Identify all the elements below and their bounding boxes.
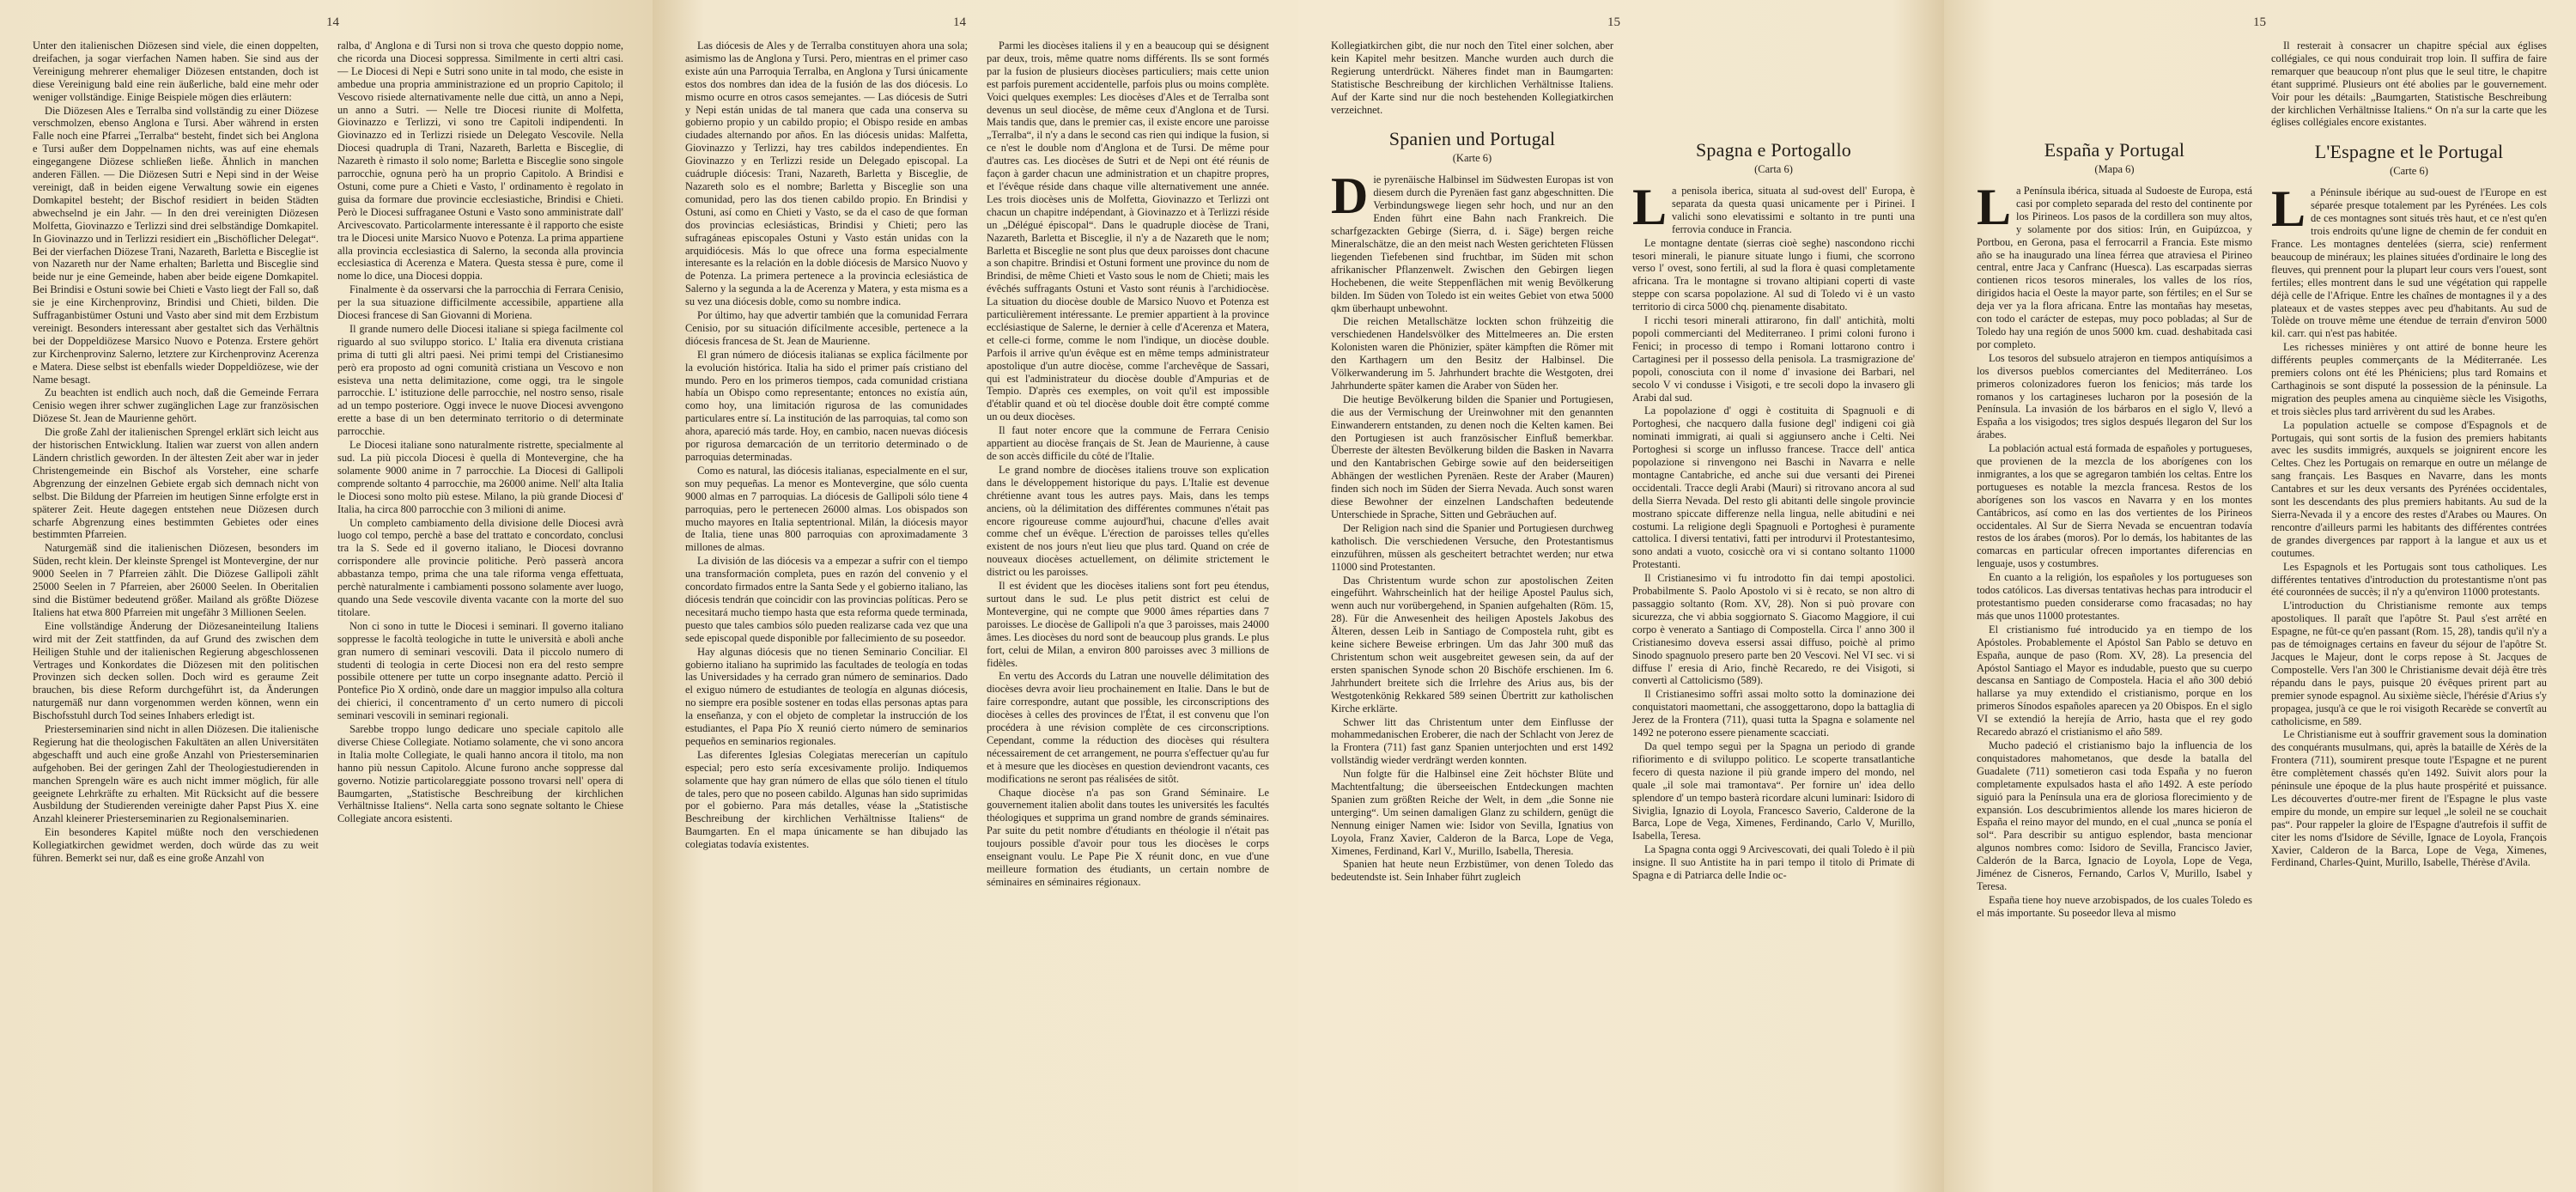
- paragraph: La Spagna conta oggi 9 Arcivescovati, dei quali Toledo è il più insigne. Il suo Antistite ha in pari tempo il titolo di Primate di Spagna e di Patriarca delle Indie oc-: [1632, 843, 1915, 882]
- paragraph: Die Diözesen Ales e Terralba sind vollständig zu einer Diözese verschmolzen, ebenso Anglona e Tursi. Aber während in ersten Falle noch eine Pfarrei „Terralba“ besteht, findet sich bei Anglona e Tursi außer dem Doppelnamen nichts, was auf eine ehemals eingegangene Diözese schließen ließe. Ähnlich in manchen anderen Fällen. — Die Diözesen Sutri e Nepi sind in der Weise vereinigt, daß in beiden eigene Verwaltung sowie ein eigenes Domkapitel besteht; der Bischof residiert in beiden Städten abwechselnd je ein Jahr. — In den drei vereinigten Diözesen Molfetta, Giovinazzo e Terlizzi sind drei selbständige Domkapitel. In Giovinazzo und in Terlizzi residiert ein „Bischöflicher Delegat“. Bei der vierfachen Diözese Trani, Nazareth, Barletta e Bisceglie ist von Nazareth nur der Name erhalten; Barletta und Bisceglie sind beide nur je eine Gemeinde, haben aber beide eigene Domkapitel. Bei Brindisi e Ostuni sowie bei Chieti e Vasto liegt der Fall so, daß sie je eine Kirchenprovinz, Brindisi und Chieti, bilden. Die Suffraganbistümer Ostuni und Vasto aber sind mit dem Erzbistum vereinigt. Besonders interessant aber gestaltet sich das Verhältnis bei der Doppeldiözese Marsico Nuovo e Potenza. Erstere gehört zur Kirchenprovinz Salerno, letztere zur Kirchenprovinz Acerenza e Matera. Diese selbst ist ebenfalls wieder Doppeldiözese, wie der Name besagt.: [33, 104, 319, 386]
- paragraph: Il est évident que les diocèses italiens sont fort peu étendus, surtout dans le sud. Le plus petit district est celui de Montevergine, qui ne compte que 9000 âmes réparties dans 7 paroisses. Le diocèse de Gallipoli n'a que 3 paroisses, mais 24000 âmes. Les diocèses du nord sont de beaucoup plus grands. Le plus fort, celui de Milan, a environ 800 paroisses avec 3 millions de fidèles.: [987, 580, 1269, 669]
- paragraph: La división de las diócesis va a empezar a sufrir con el tiempo una transformación completa, pues en razón del convenio y el concordato firmados entre la Santa Sede y el gobierno italiano, las diócesis tendrán que coincidir con las provincias políticas. Pero se necesitará mucho tiempo hasta que esta reforma quede terminada, puesto que tales cambios sólo pueden realizarse cada vez que una sede episcopal quede disponible por fallecimiento de su poseedor.: [685, 555, 968, 644]
- paragraph: Ein besonderes Kapitel müßte noch den verschiedenen Kollegiatkirchen gewidmet werden, doch würde das zu weit führen. Bemerkt sei nur, daß es eine große Anzahl von: [33, 826, 319, 865]
- column-spanish: [685, 40, 968, 1182]
- drop-cap: L: [2271, 180, 2306, 238]
- paragraph: L'introduction du Christianisme remonte aux temps apostoliques. Il paraît que l'apôtre St. Paul s'est arrêté en Espagne, ne fût-ce qu'en passant (Rom. 15, 28), tandis qu'il n'y a pas de témoignages certains en faveur du séjour de l'apôtre St. Jacques le Majeur, dont le corps repose à St. Jacques de Compostelle. Vers l'an 300 le Christianisme devait déjà être très répandu dans le pays, puisque 20 évêques prirent part au premier synode espagnol. Au sixième siècle, l'hérésie d'Arius s'y propagea, jusqu'à ce que le roi visigoth Recarède se convertît au catholicisme, en 589.: [2271, 599, 2547, 727]
- paragraph: El cristianismo fué introducido ya en tiempo de los Apóstoles. Probablemente el Apóstol San Pablo se detuvo en España, aunque de paso (Rom. XV, 28). La presencia del Apóstol Santiago el Mayor es indudable, puesto que su cuerpo descansa en Santiago de Compostela. Hacia el año 300 debió hallarse ya muy extendido el cristianismo, porque en los primeros Sínodos españoles aparecen ya 20 Obispos. En el siglo VI se extendió la herejía de Arrio, hasta que el rey godo Recaredo abrazó el cristianismo el año 589.: [1977, 623, 2252, 739]
- paragraph: ie pyrenäische Halbinsel im Südwesten Europas ist von diesem durch die Pyrenäen fast ganz abgeschnitten. Die Verbindungswege liegen sehr hoch, und nur an den Enden führt eine Bahn nach Frankreich. Die scharfgezackten Gebirge (Sierra, d. i. Säge) bergen reiche Mineralschätze, die an den meist nach Westen gerichteten Flüssen liegenden Tiefebenen sind fruchtbar, im Süden mit schon afrikanischer Pflanzenwelt. Zwischen den Gebirgen liegen Hochebenen, die weite Steppenflächen mit wenig Bevölkerung bilden. Im Süden von Toledo ist ein weites Gebiet von etwa 5000 qkm überhaupt unbewohnt.: [1331, 173, 1613, 314]
- paragraph: Mucho padeció el cristianismo bajo la influencia de los conquistadores mahometanos, que desde la batalla del Guadalete (711) sometieron casi toda España y no fueron completamente expulsados hasta el año 1492. A este período siguió para la Península una era de gloriosa florecimiento y de expansión. Los descubrimientos allende los mares hicieron de España el reino mayor del mundo, en el cual „nunca se ponía el sol“. Para describir su antiguo esplendor, basta mencionar algunos nombres como: Isidoro de Sevilla, Francisco Javier, Calderón de la Barca, Ignacio de Loyola, Lope de Vega, Jiménez de Cisneros, Fernando, Carlos V, Murillo, Isabel y Teresa.: [1977, 739, 2252, 892]
- section-title: L'Espagne et le Portugal: [2314, 141, 2504, 163]
- paragraph: Le Diocesi italiane sono naturalmente ristrette, specialmente al sud. La più piccola Diocesi è quella di Montevergine, che ha solamente 9000 anime in 7 parrocchie. La Diocesi di Gallipoli comprende soltanto 4 parrocchie, ma 26000 anime. Nell' alta Italia le Diocesi sono molto più estese. Milano, la più grande Diocesi d' Italia, ha circa 800 parrocchie con 3 milioni di anime.: [337, 439, 623, 515]
- section-title: Spanien und Portugal: [1388, 128, 1556, 150]
- section-title: España y Portugal: [2044, 139, 2185, 161]
- paragraph: En vertu des Accords du Latran une nouvelle délimitation des diocèses devra avoir lieu prochainement en Italie. Dans le but de faire correspondre, autant que possible, les circonscriptions des diocèses à celles des provinces de l'État, il est convenu que l'on procédera à une révision complète de ces circonscriptions. Cependant, comme la réduction des diocèses qui résultera nécessairement de cet arrangement, ne pourra s'effectuer qu'au fur et à mesure que les diocèses en question deviendront vacants, ces modifications ne seront pas réalisées de sitôt.: [987, 670, 1269, 785]
- paragraph: Il Cristianesimo vi fu introdotto fin dai tempi apostolici. Probabilmente S. Paolo Apostolo vi si è recato, se non altro di passaggio soltanto (Rom. XV, 28). Non si può provare con sicurezza, che vi abbia soggiornato S. Giacomo Maggiore, il cui corpo è venerato a Santiago di Compostella. Circa l' anno 300 il Cristianesimo doveva essersi assai diffuso, poichè al primo Sinodo spagnuolo presero parte ben 20 Vescovi. Nel VI sec. vi si diffuse l' eresia di Ario, finchè Recaredo, re dei Visigoti, si convertì al Cattolicismo (589).: [1632, 572, 1915, 687]
- map-reference: (Carte 6): [2390, 165, 2428, 178]
- paragraph: Il Cristianesimo soffrì assai molto sotto la dominazione dei conquistatori maomettani, che assoggettarono, dopo la battaglia di Jerez de la Frontera (711), quasi tutta la Spagna e solamente nel 1492 ne poterono essere pienamente scacciati.: [1632, 688, 1915, 739]
- map-reference: (Mapa 6): [2094, 163, 2135, 175]
- column-italian: [337, 40, 623, 1182]
- page-number: 14: [326, 15, 339, 29]
- paragraph: La population actuelle se compose d'Espagnols et de Portugais, qui sont sortis de la fusion des premiers habitants avec les susdits immigrés, auxquels se joignirent encore les Celtes. Chez les Portugais on remarque en outre un mélange de sang français. Les Basques en Navarre, dans les monts Cantabres et sur les deux versants des Pyrénées occidentales, sont les descendants des plus premiers habitants. Au sud de la Sierra-Nevada il y a encore des restes d'Arabes ou Maures. On rencontre d'ailleurs parmi les habitants des différentes contrées de grandes divergences par rapport à la langue et aux us et coutumes.: [2271, 418, 2547, 559]
- paragraph: a Péninsule ibérique au sud-ouest de l'Europe en est séparée presque totalement par les Pyrénées. Les cols de ces montagnes sont situés très haut, et ce n'est qu'en trois endroits qu'une ligne de chemin de fer conduit en France. Les montagnes dentelées (sierra, scie) renferment beaucoup de minéraux; les plaines situées d'ordinaire le long des fleuves, qui prennent pour la plupart leur cours vers l'ouest, sont fertiles; elles montrent dans le sud une végétation qui rappelle déjà celle de l'Afrique. Entre les chaînes de montagnes il y a des plateaux et de vastes steppes avec peu d'habitants. Au sud de Tolède on trouve même une étendue de terrain d'environ 5000 kil. carr. qui n'est pas habitée.: [2271, 186, 2547, 340]
- paragraph: Le montagne dentate (sierras cioè seghe) nascondono ricchi tesori minerali, le pianure situate lungo i fiumi, che scorrono verso l' ovest, sono fertili, al sud la flora è quasi completamente africana. Tra le montagne si trovano altipiani coperti di vaste steppe con scarsa popolazione. Al sud di Toledo vi è un vasto territorio di circa 5000 chq. pienamente disabitato.: [1632, 236, 1915, 313]
- paragraph: Naturgemäß sind die italienischen Diözesen, besonders im Süden, recht klein. Der kleinste Sprengel ist Montevergine, der nur 9000 Seelen in 7 Pfarreien zählt. Die Diözese Gallipoli zählt 25000 Seelen in 7 Pfarreien, aber 26000 Seelen. In Oberitalien sind die Bistümer bedeutend größer. Mailand als größte Diözese Italiens hat etwa 800 Pfarreien mit ungefähr 3 Millionen Seelen.: [33, 542, 319, 618]
- paragraph: El gran número de diócesis italianas se explica fácilmente por la evolución histórica. Italia ha sido el primer país cristiano del mundo. Pero en los primeros tiempos, cada comunidad cristiana había un Obispo como representante; entonces no existía aún, como hoy, una limitación rigurosa de las comunidades particulares entre sí. La institución de las parroquias, tal como son ahora, apareció más tarde. Hoy, en cambio, nacen nuevas diócesis por rigurosa demarcación de un territorio determinado o de parroquias determinadas.: [685, 348, 968, 463]
- page-15-german-italian: [1298, 0, 1944, 1192]
- page-14-german-italian: [0, 0, 653, 1192]
- paragraph: ralba, d' Anglona e di Tursi non si trova che questo doppio nome, che ricorda una Diocesi soppressa. Similmente in certi altri casi. — Le Diocesi di Nepi e Sutri sono unite in tal modo, che esiste in ambedue una propria amministrazione ed un proprio Capitolo; il Vescovo risiede alternativamente nelle due città, un anno a Nepi, un anno a Sutri. — Nelle tre Diocesi riunite di Molfetta, Giovinazzo e Terlizzi, vi sono tre Capitoli indipendenti. In Giovinazzo ed in Terlizzi risiede un Delegato Vescovile. Nella Diocesi quadrupla di Trani, Nazareth, Barletta e Bisceglie, di Nazareth è rimasto il solo nome; Barletta e Bisceglie sono singole parrocchie, ognuna però ha un proprio Capitolo. A Brindisi e Ostuni, come pure a Chieti e Vasto, l' ordinamento è regolato in guisa da formare due provincie ecclesiastiche, Brindisi e Chieti. Però le Diocesi suffraganee Ostuni e Vasto sono amministrate dall' Arcivescovato. Particolarmente interessante è il rapporto che esiste tra le Diocesi unite Marsico Nuovo e Potenza. La prima appartiene alla provincia ecclesiastica di Salerno, la seconda alla provincia ecclesiastica di Acerenza e Matera. Questa stessa è pure, come il nome lo dice, una Diocesi doppia.: [337, 40, 623, 283]
- paragraph: Die reichen Metallschätze lockten schon frühzeitig die verschiedenen Handelsvölker des Mittelmeeres an. Die ersten Kolonisten waren die Phönizier, später kämpften die Römer mit den Karthagern um den Besitz der Halbinsel. Die Völkerwanderung im 5. Jahrhundert brachte die Westgoten, drei Jahrhunderte später kamen die Araber von Süden her.: [1331, 315, 1613, 392]
- column-spanish: [1977, 40, 2252, 1182]
- paragraph: Finalmente è da osservarsi che la parrocchia di Ferrara Cenisio, per la sua situazione difficilmente accessibile, appartiene alla Diocesi francese di San Giovanni di Moriena.: [337, 283, 623, 322]
- paragraph: Priesterseminarien sind nicht in allen Diözesen. Die italienische Regierung hat die theologischen Fakultäten an allen Universitäten abgeschafft und auch eine große Anzahl von Priesterseminarien aufgehoben. Bei der geringen Zahl der Theologiestudierenden in manchen Sprengeln wäre es auch nicht immer möglich, für alle geeignete Lehrkräfte zu erhalten. Mit Rücksicht auf die bessere Ausbildung der Studierenden vereinigte daher Papst Pius X. eine Anzahl kleinerer Priesterseminarien zu Regionalseminarien.: [33, 723, 319, 825]
- paragraph: Das Christentum wurde schon zur apostolischen Zeiten eingeführt. Wahrscheinlich hat der heilige Apostel Paulus sich, wenn auch nur vorübergehend, in Spanien aufgehalten (Röm. 15, 28). Für die Anwesenheit des heiligen Apostels Jakobus des Älteren, dessen Leib in Santiago de Compostela ruht, gibt es keine sichere Beweise erbringen. Um das Jahr 300 muß das Christentum schon weit ausgebreitet gewesen sein, da auf der ersten spanischen Synode schon 20 Bischöfe erschienen. Im 6. Jahrhundert breitete sich die Irrlehre des Arius aus, bis der Westgotenkönig Rekkared 589 seinen Übertritt zur katholischen Kirche erklärte.: [1331, 574, 1613, 715]
- drop-cap: L: [1632, 179, 1668, 235]
- paragraph: Kollegiatkirchen gibt, die nur noch den Titel einer solchen, aber kein Kapitel mehr besitzen. Manche wurden auch durch die Regierung unterdrückt. Näheres findet man in Baumgarten: Statistische Beschreibung der kirchlichen Verhältnisse Italiens. Auf der Karte sind nur die noch bestehenden Kollegiatkirchen verzeichnet.: [1331, 40, 1613, 116]
- paragraph: Las diferentes Iglesias Colegiatas merecerían un capítulo especial; pero esto sería excesivamente prolijo. Indiquemos solamente que hay gran número de ellas que sólo tienen el título de tales, pero que no poseen cabildo. Algunas han sido suprimidas por el gobierno. Para más detalles, véase la „Statistische Beschreibung der kirchlichen Verhältnisse Italiens“ de Baumgarten. En el mapa únicamente se han dibujado las colegiatas todavía existentes.: [685, 748, 968, 851]
- drop-cap: D: [1331, 167, 1369, 225]
- column-french: [987, 40, 1269, 1182]
- drop-cap: L: [1977, 179, 2012, 235]
- paragraph: Como es natural, las diócesis italianas, especialmente en el sur, son muy pequeñas. La menor es Montevergine, que sólo cuenta 9000 almas en 7 parroquias. La diócesis de Gallipoli sólo tiene 4 parroquias, pero le pertenecen 26000 almas. Los obispados son mucho mayores en Italia septentrional. Milán, la diócesis mayor de Italia, tiene unas 800 parroquias con aproximadamente 3 millones de almas.: [685, 464, 968, 554]
- page-14-spanish-french: [653, 0, 1298, 1192]
- map-reference: (Carta 6): [1754, 163, 1793, 175]
- column-italian: [1632, 40, 1915, 1182]
- paragraph: Sarebbe troppo lungo dedicare uno speciale capitolo alle diverse Chiese Collegiate. Notiamo solamente, che vi sono ancora in Italia molte Collegiate, le quali hanno ancora il titolo, ma non hanno più nessun Capitolo. Alcune furono anche soppresse dal governo. Notizie particolareggiate possono trovarsi nell' opera di Baumgarten, „Statistische Beschreibung der kirchlichen Verhältnisse Italiens“. Nella carta sono segnate soltanto le Chiese Collegiate ancora esistenti.: [337, 723, 623, 825]
- paragraph: a penisola iberica, situata al sud-ovest dell' Europa, è separata da questa quasi unicamente per i Pirinei. I valichi sono elevatissimi e soltanto in tre punti una ferrovia conduce in Francia.: [1672, 185, 1915, 235]
- paragraph: Eine vollständige Änderung der Diözesaneinteilung Italiens wird mit der Zeit stattfinden, da auf Grund des zwischen dem Heiligen Stuhle und der italienischen Regierung abgeschlossenen Vertrages und Konkordates die Diözesen mit den politischen Provinzen sich decken sollen. Doch wird es geraume Zeit brauchen, bis diese Reform durchgeführt ist, da Änderungen naturgemäß nur dann vorgenommen werden können, wenn ein Bischofsstuhl durch Tod seines Inhabers erledigt ist.: [33, 619, 319, 722]
- paragraph: Da quel tempo seguì per la Spagna un periodo di grande rifiorimento e di sviluppo politico. Le scoperte transatlantiche fecero di questa nazione il più grande impero del mondo, nel quale „il sole mai tramontava“. Per fornire un' idea dello splendore d' un tempo basterà ricordare alcuni luminari: Isidoro di Siviglia, Ignazio di Loyola, Francesco Saverio, Calderone de la Barca, Lope de Vega, Ximenes, Ferdinando, Carlo V, Murillo, Isabella, Teresa.: [1632, 739, 1915, 842]
- page-15-spanish-french: [1944, 0, 2576, 1192]
- paragraph: Un completo cambiamento della divisione delle Diocesi avrà luogo col tempo, perchè a base del trattato e concordato, conclusi tra la S. Sede ed il governo italiano, le Diocesi dovranno corrispondere alle provincie politiche. Però passerà ancora abbastanza tempo, prima che una tale riforma venga effettuata, perchè naturalmente i cambiamenti possono solamente aver luogo, quando una Sede vescovile diventa vacante con la morte del suo titolare.: [337, 516, 623, 618]
- paragraph: Schwer litt das Christentum unter dem Einflusse der mohammedanischen Eroberer, die nach der Schlacht von Jerez de la Frontera (711) fast ganz Spanien unterjochten und erst 1492 vollständig wieder verdrängt werden konnten.: [1331, 715, 1613, 767]
- page-number: 14: [953, 15, 966, 29]
- page-number: 15: [2253, 15, 2266, 29]
- paragraph: Der Religion nach sind die Spanier und Portugiesen durchweg katholisch. Die verschiedenen Versuche, den Protestantismus einzuführen, müssen als gescheitert betrachtet werden; nur etwa 11000 sind Protestanten.: [1331, 521, 1613, 573]
- paragraph: Les richesses minières y ont attiré de bonne heure les différents peuples commerçants de la Méditerranée. Les premiers colons ont été les Phéniciens; plus tard Romains et Carthaginois se sont disputé la possession de la péninsule. La migration des peuples amena au cinquième siècle les Visigoths, et trois siècles plus tard arrivèrent du sud les Arabes.: [2271, 341, 2547, 417]
- paragraph: Il faut noter encore que la commune de Ferrara Cenisio appartient au diocèse français de St. Jean de Maurienne, à cause de son accès difficile du côté de l'Italie.: [987, 424, 1269, 462]
- paragraph: Zu beachten ist endlich auch noch, daß die Gemeinde Ferrara Cenisio wegen ihrer schwer zugänglichen Lage zur französischen Diözese St. Jean de Maurienne gehört.: [33, 386, 319, 425]
- map-reference: (Karte 6): [1452, 152, 1492, 165]
- paragraph: Parmi les diocèses italiens il y en a beaucoup qui se désignent par deux, trois, même quatre noms différents. Ils se sont formés par la fusion de plusieurs diocèses particuliers; mais cette union est parfois purement accidentelle, parfois plus ou moins complète. Voici quelques exemples: Les diocèses d'Ales et de Terralba sont devenus un seul diocèse, de même ceux d'Anglona et de Tursi. Mais tandis que, dans le premier cas, il existe encore une paroisse „Terralba“, il n'y a dans le second cas rien qui indique la fusion, si ce n'est le double nom d'Anglona et de Tursi. De même pour d'autres cas. Les diocèses de Sutri et de Nepi ont été réunis de façon à garder chacun une administration et un chapitre propres, et l'évêque réside dans chaque ville alternativement une année. Les trois diocèses unis de Molfetta, Giovinazzo et Terlizzi ont chacun un chapitre indépendant, à Giovinazzo et à Terlizzi réside un „Délégué épiscopal“. Dans le quadruple diocèse de Trani, Nazareth, Barletta et Bisceglie, il n'y a de Nazareth que le nom; Barletta et Bisceglie ne sont plus que deux paroisses dont chacune a son chapitre. Brindisi et Ostuni forment une province du nom de Brindisi, de même Chieti et Vasto sous le nom de Chieti; mais les évêchés suffragants Ostuni et Vasto sont réunis à l'archidiocèse. La situation du diocèse double de Marsico Nuovo et Potenza est particulièrement intéressante. Le premier appartient à la province ecclésiastique de Salerne, le dernier à celle d'Acerenza et Matera, et celle-ci forme, comme le nom l'indique, un diocèse double. Parfois il arrive qu'un évêque est en même temps administrateur apostolique d'un autre diocèse, comme l'archevêque de Sassari, qui est l'administrateur du diocèse double d'Ampurias et de Tempio. D'après ces exemples, on voit qu'il est impossible d'établir quand et où tel diocèse double doit être compté comme un ou deux diocèses.: [987, 40, 1269, 423]
- column-german: [33, 40, 319, 1182]
- paragraph: Spanien hat heute neun Erzbistümer, von denen Toledo das bedeutendste ist. Sein Inhaber führt zugleich: [1331, 858, 1613, 884]
- paragraph: a Península ibérica, situada al Sudoeste de Europa, está casi por completo separada del resto del continente por los Pirineos. Los pasos de la cordillera son muy altos, y solamente por dos sitios: Irún, en Guipúzcoa, y Portbou, en Gerona, pasa el ferrocarril a Francia. Este mismo año se ha inaugurado una línea férrea que atraviesa el Pirineo central, entre Jaca y Canfranc (Huesca). Las escarpadas sierras contienen ricos tesoros minerales, los valles de los ríos, dirigidos hacia el Oeste la mayor parte, son fértiles; en el Sur se deja ver ya la flora africana. Entre las montañas hay mesetas, con todo el carácter de estepas, muy poco pobladas; al Sur de Toledo hay una región de unos 5000 km. cuad. deshabitada casi por completo.: [1977, 185, 2252, 350]
- column-german: [1331, 40, 1613, 1182]
- paragraph: Chaque diocèse n'a pas son Grand Séminaire. Le gouvernement italien abolit dans toutes les universités les facultés théologiques et supprima un grand nombre de grands séminaires. Par suite du petit nombre d'étudiants en théologie il n'était pas toujours possible d'avoir pour tous les diocèses le corps enseignant voulu. Le Pape Pie X réunit donc, en vue d'une meilleure formation des étudiants, un certain nombre de séminaires en séminaires régionaux.: [987, 786, 1269, 888]
- paragraph: La popolazione d' oggi è costituita di Spagnuoli e di Portoghesi, che nacquero dalla fusione degl' indigeni coi già nominati immigrati, ai quali si aggiunsero anche i Celti. Nei Portoghesi si scorge un influsso francese. Tracce dell' antica popolazione si rinvengono nei Baschi in Navarra e nelle montagne Cantabriche, ed anche sui due versanti dei Pirenei occidentali. Tracce degli Arabi (Mauri) si ritrovano ancora al sud della Sierra Nevada. Del resto gli abitanti delle singole provincie mostrano spiccate differenze nella lingua, nelle abitudini e nei costumi. La religione degli Spagnuoli e Portoghesi è puramente cattolica. I diversi tentativi, fatti per introdurvi il Protestantesimo, sono andati a vuoto, cosicchè ora vi si contano soltanto 11000 Protestanti.: [1632, 404, 1915, 571]
- paragraph: Les Espagnols et les Portugais sont tous catholiques. Les différentes tentatives d'introduction du protestantisme n'ont pas été couronnées de succès; il n'y a qu'environ 11000 protestants.: [2271, 560, 2547, 599]
- paragraph: La población actual está formada de españoles y portugueses, que provienen de la mezcla de los aborígenes con los inmigrantes, a los que se agregaron también los celtas. Entre los portugueses es notable la mezcla francesa. Restos de los aborígenes son los vascos en Navarra y en los montes Cantábricos, así como en las dos vertientes de los Pirineos occidentales. Al Sur de Sierra Nevada se encuentran todavía restos de los árabes (moros). Por lo demás, los habitantes de las comarcas en particular ofrecen importantes diferencias en lenguaje, usos y costumbres.: [1977, 442, 2252, 570]
- paragraph: Las diócesis de Ales y de Terralba constituyen ahora una sola; asimismo las de Anglona y Tursi. Pero, mientras en el primer caso existe aún una Parroquia Terralba, en Anglona y Tursi únicamente estos dos nombres dan idea de la fusión de las dos diócesis. Lo mismo ocurre en otros casos semejantes. — Las diócesis de Sutri y Nepi están unidas de tal manera que cada una conserva su gobierno propio y un cabildo propio; el Obispo reside en ambas ciudades alternando por años. En las diócesis unidas: Malfetta, Giovinazzo y Terlizzi, hay tres cabildos independientes. En Giovinazzo y en Terlizzi reside un Delegado episcopal. La cuádruple diócesis: Trani, Nazareth, Barletta y Bisceglie, de Nazareth solo es el nombre; Barletta y Bisceglie son una comunidad, pero las dos tienen cabildo propio. En Brindisi y Ostuni, así como en Chieti y Vasto, se da el caso de que forman dos provincias eclesiásticas, Brindisi y Chieti; pero las sufragáneas episcopales Ostuni y Vasto están unidas con la arquidiócesis. Más lo que ofrece una forma especialmente interesante es la relación en la doble diócesis de Marsico Nuovo y de Potenza. La primera pertenece a la provincia eclesiástica de Salerno y la segunda a la de Acerenza y Matera, y esta misma es a su vez una diócesis doble, como su nombre indica.: [685, 40, 968, 308]
- page-number: 15: [1607, 15, 1620, 29]
- paragraph: I ricchi tesori minerali attirarono, fin dall' antichità, molti popoli commercianti del Mediterraneo. I primi coloni furono i Fenici; in processo di tempo i Romani lottarono contro i Cartaginesi per il possesso della penisola. La trasmigrazione de' popoli, conosciuta con il nome d' invasione dei Barbari, nel secolo V vi condusse i Visigoti, e tre secoli dopo la invasero gli Arabi dal sud.: [1632, 314, 1915, 404]
- paragraph: Die große Zahl der italienischen Sprengel erklärt sich leicht aus der historischen Entwicklung. Italien war zuerst von allen andern Ländern christlich geworden. In der ältesten Zeit aber war in jeder Christengemeinde ein Bischof als Vorsteher, eine scharfe Abgrenzung der einzelnen Gebiete ergab sich demnach nicht von selbst. Die Bildung der Pfarreien im heutigen Sinne erfolgte erst in späterer Zeit. Heute dagegen entstehen neue Diözesen durch scharfe Abgrenzung eines bestimmten Gebietes oder eines bestimmten Pfarreien.: [33, 426, 319, 541]
- paragraph: Por último, hay que advertir también que la comunidad Ferrara Cenisio, por su situación difícilmente accesible, pertenece a la diócesis francesa de St. Jean de Maurienne.: [685, 309, 968, 347]
- paragraph: España tiene hoy nueve arzobispados, de los cuales Toledo es el más importante. Su poseedor lleva al mismo: [1977, 893, 2252, 919]
- paragraph: Die heutige Bevölkerung bilden die Spanier und Portugiesen, die aus der Vermischung der Ureinwohner mit den genannten Einwanderern entstanden, zu denen noch die Kelten kamen. Bei den Portugiesen ist auch französischer Einfluß bemerkbar. Überreste der ältesten Bevölkerung bilden die Basken in Navarra und den Kantabrischen Gebirge sowie auf den beiderseitigen Abhängen der westlichen Pyrenäen. Reste der Araber (Mauren) finden sich noch im Süden der Sierra Nevada. Auch sonst waren diese Bewohner der einzelnen Landschaften bedeutende Unterschiede in Sprache, Sitten und Gebräuchen auf.: [1331, 392, 1613, 520]
- section-title: Spagna e Portogallo: [1696, 139, 1851, 161]
- paragraph: En cuanto a la religión, los españoles y los portugueses son todos católicos. Las diversas tentativas hechas para introducir el protestantismo pueden considerarse como fracasadas; no hay más que unos 11000 protestantes.: [1977, 571, 2252, 622]
- paragraph: Los tesoros del subsuelo atrajeron en tiempos antiquísimos a los diversos pueblos comerciantes del Mediterráneo. Los primeros colonizadores fueron los fenicios; más tarde los romanos y los cartagineses lucharon por la posesión de la Península. La invasión de los bárbaros en el siglo V, llevó a España a los visigodos; tres siglos después llegaron del Sur los árabes.: [1977, 351, 2252, 441]
- paragraph: Le grand nombre de diocèses italiens trouve son explication dans le développement historique du pays. L'Italie est devenue chrétienne avant tous les autres pays. Mais, dans les temps anciens, où la délimitation des différentes communes n'était pas encore rigoureuse comme aujourd'hui, chacune d'elles avait comme chef un évêque. L'érection de paroisses telles qu'elles existent de nos jours n'eut lieu que plus tard. Quand on crée de nouveaux diocèses actuellement, on délimite strictement le district ou les paroisses.: [987, 463, 1269, 579]
- paragraph: Il grande numero delle Diocesi italiane si spiega facilmente col riguardo al suo sviluppo storico. L' Italia era divenuta cristiana prima di tutti gli altri paesi. Nei primi tempi del Cristianesimo però era proposto ad ogni comunità cristiana un Vescovo e non esisteva una netta delimitazione, come oggi, tra le singole parrocchie. L' istituzione delle parrocchie, nel nostro senso, risale ad un tempo posteriore. Oggi invece le nuove Diocesi avvengono erette a base di un ben determinato territorio o di determinate parrocchie.: [337, 322, 623, 438]
- paragraph: Nun folgte für die Halbinsel eine Zeit höchster Blüte und Machtentfaltung; die überseeischen Entdeckungen machten Spanien zum größten Reiche der Welt, in dem „die Sonne nie unterging“. Um seinen damaligen Glanz zu schildern, genügt die Nennung einiger Namen wie: Isidor von Sevilla, Ignatius von Loyola, Franz Xavier, Calderon de la Barca, Lope de Vega, Ximenes, Ferdinand, Karl V., Murillo, Isabella, Theresia.: [1331, 768, 1613, 857]
- paragraph: Le Christianisme eut à souffrir gravement sous la domination des conquérants musulmans, qui, après la bataille de Xérès de la Frontera (711), soumirent presque toute l'Espagne et ne purent être complètement chassés qu'en 1492. Suivit alors pour la péninsule une époque de la plus haute prospérité et puissance. Les découvertes d'outre-mer firent de l'Espagne le plus vaste empire du monde, un empire sur lequel „le soleil ne se couchait pas“. Pour rappeler la gloire de l'Espagne d'autrefois il suffit de citer les noms d'Isidore de Séville, Ignace de Loyola, François Xavier, Calderon de la Barca, Lope de Vega, Ximenes, Ferdinand, Charles-Quint, Murillo, Isabelle, Thérèse d'Avila.: [2271, 728, 2547, 869]
- paragraph: Unter den italienischen Diözesen sind viele, die einen doppelten, dreifachen, ja sogar vierfachen Namen haben. Sie sind aus der Vereinigung mehrerer ehemaliger Diözesen entstanden, doch ist diese Vereinigung bald eine rein äußerliche, bald eine mehr oder weniger vollständige. Einige Beispiele mögen dies erläutern:: [33, 40, 319, 103]
- paragraph: Hay algunas diócesis que no tienen Seminario Conciliar. El gobierno italiano ha suprimido las facultades de teología en todas las Universidades y ha cerrado gran número de seminarios. Dado el exiguo número de estudiantes de teología en algunas diócesis, no siempre era posible sostener en todas ellas personas aptas para la enseñanza, y con el objeto de completar la instrucción de los estudiantes, el Papa Pío X reunió cierto número de seminarios pequeños en seminarios regionales.: [685, 645, 968, 747]
- paragraph: Non ci sono in tutte le Diocesi i seminari. Il governo italiano soppresse le facoltà teologiche in tutte le università e abolì anche gran numero di seminari vescovili. Data il piccolo numero di studenti di teologia in certe Diocesi non era del resto sempre possibile ottenere per tutte un corpo insegnante adatto. Perciò il Pontefice Pio X ordinò, onde dare un maggior impulso alla coltura dei chierici, il concentramento d' un certo numero di piccoli seminari vescovili in seminari regionali.: [337, 619, 623, 722]
- paragraph: Il resterait à consacrer un chapitre spécial aux églises collégiales, ce qui nous conduirait trop loin. Il suffira de faire remarquer que beaucoup n'ont plus que le seul titre, le chapitre étant supprimé. Plusieurs ont été abolies par le gouvernement. Voir pour les détails: „Baumgarten, Statistische Beschreibung der kirchlichen Verhältnisse Italiens.“ On n'a sur la carte que les églises collégiales encore existantes.: [2271, 40, 2547, 129]
- column-french: [2271, 40, 2547, 1182]
